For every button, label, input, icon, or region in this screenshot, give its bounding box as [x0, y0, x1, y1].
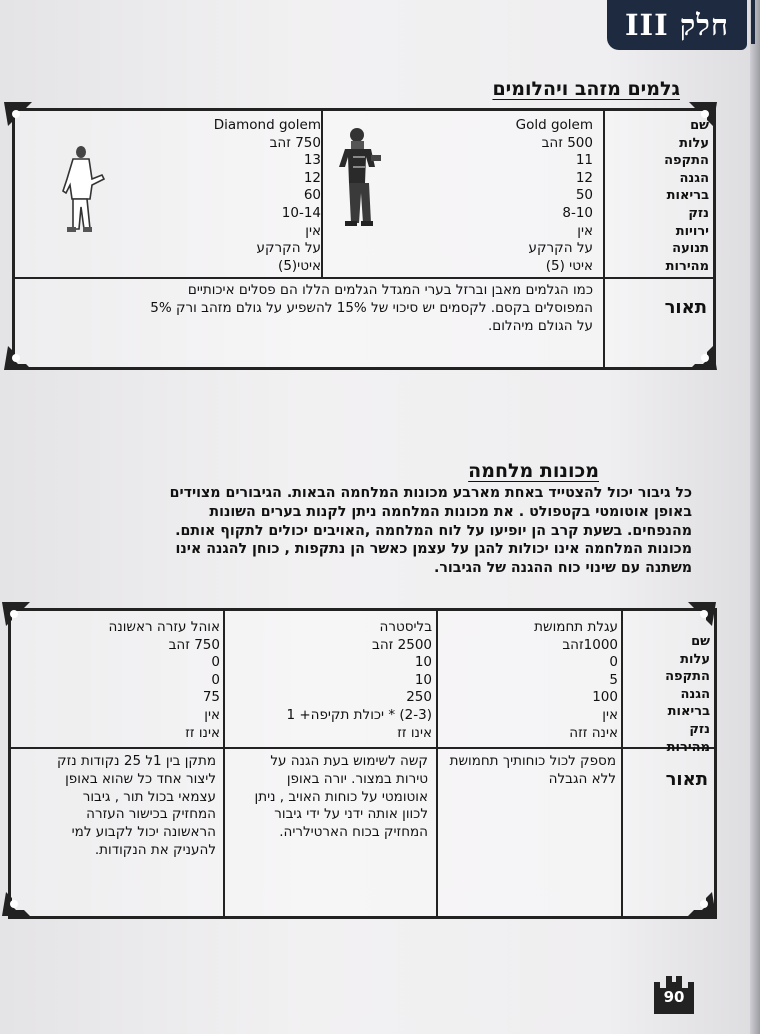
war-machines-table	[8, 608, 717, 919]
ornament-corner-icon	[685, 100, 719, 134]
ballista-stats: בליסטרה 2500 זהב 10 10 250 (2-3) * יכולת תקיפה+ 1 אינו זז	[286, 619, 432, 741]
golems-table	[12, 108, 716, 370]
machine-row-labels: שם עלות התקפה הגנה בריאות נזק מהירות	[665, 634, 710, 755]
ornament-corner-icon	[685, 338, 719, 372]
gold-golem-stats: Gold golem 500 זהב 11 12 50 8-10 אין על הקרקע איטי (5)	[515, 117, 593, 274]
golem-description: כמו הגלמים מאבן וברזל בערי המגדל הגלמים הללו הם פסלים איכותיים המפוסלים בקסם. לקסמים יש סיכוי של 15% להשפיע על גולם מזהב ורק 5% על הגולם מיהלום.	[150, 282, 593, 334]
ballista-description: קשה לשימוש בעת הגנה על טירות במצור. יורה באופן אוטומטי על כוחות האויב , ניתן לכוון אותה ידני על ידי גיבור המחזיק בכוח הארטילריה.	[254, 753, 428, 841]
machine-desc-label: תאור	[665, 769, 708, 790]
first-aid-tent-stats: אוהל עזרה ראשונה 750 זהב 0 0 75 אין אינו זז	[108, 619, 220, 741]
ammo-cart-description: מספק לכול כוחותיך תחמושת ללא הגבלה	[449, 753, 616, 787]
page-number: 90	[663, 988, 685, 1006]
ornament-corner-icon	[0, 600, 34, 634]
page-spine-shadow	[750, 0, 760, 1034]
ammo-cart-stats: עגלת תחמושת 1000זהב 0 5 100 אין אינה זזה	[534, 619, 618, 741]
golem-row-labels: שם עלות התקפה הגנה בריאות נזק ירויות תנועה מהירות	[664, 118, 709, 274]
ornament-corner-icon	[2, 100, 36, 134]
ornament-corner-icon	[684, 884, 718, 918]
chapter-tab-edge	[751, 0, 755, 44]
first-aid-tent-description: מתקן בין 1ל 25 נקודות נזק ליצור אחד כל שהוא באופן עצמאי בכול תור , גיבור המחזיק בכישור העזרה הראשונה יכול לקבוע למי להעניק את הנקודות.	[57, 753, 216, 858]
ornament-corner-icon	[684, 600, 718, 634]
diamond-golem-image	[61, 145, 109, 237]
golem-desc-label: תאור	[664, 297, 707, 318]
section-title-golems: גלמים מזהב ויהלומים	[492, 78, 680, 100]
ornament-corner-icon	[0, 884, 34, 918]
gold-golem-image	[333, 127, 385, 231]
war-machines-paragraph: כל גיבור יכול להצטייד באחת מארבע מכונות המלחמה הבאות. הגיבורים מצוידים באופן אוטומטי בקטפולט . את מכונות המלחמה ניתן לקנות בערים השונות מהנפחים. בשעת קרב הן יופיעו על לוח המלחמה ,האויבים יכולים לתקוף אותם. מכונות המלחמה אינו יכולות להגן על עצמן כאשר הן נתקפות , כוחן להגנה אינו משתנה עם שינוי כוח ההגנה של הגיבור.	[169, 485, 692, 577]
diamond-golem-stats: Diamond golem 750 זהב 13 12 60 10-14 אין על הקרקע איטי(5)	[213, 117, 321, 274]
ornament-corner-icon	[2, 338, 36, 372]
chapter-tab: חלק III	[607, 0, 747, 50]
section-title-war-machines: מכונות מלחמה	[468, 460, 599, 482]
